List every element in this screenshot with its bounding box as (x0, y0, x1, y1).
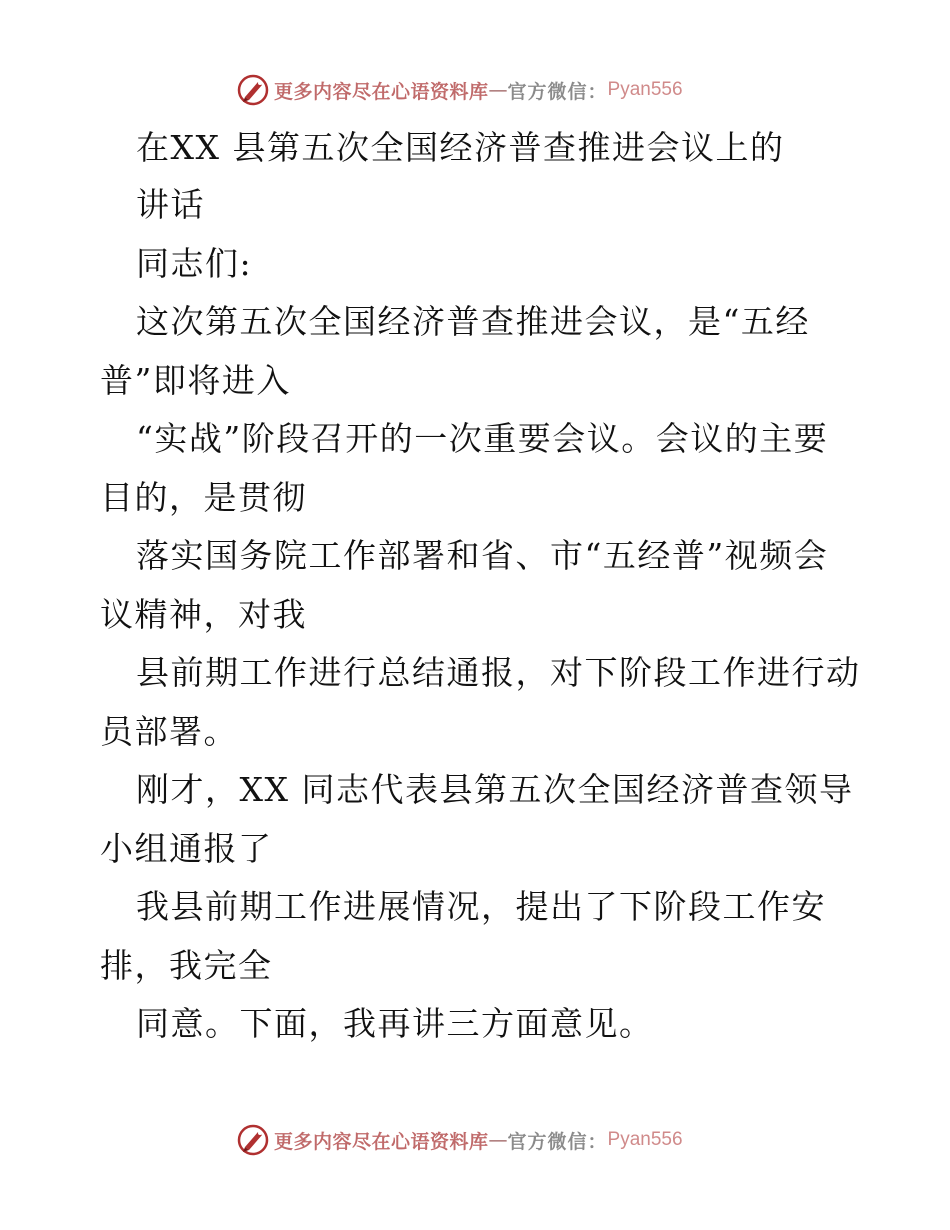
paragraph-line: 我县前期工作进展情况，提出了下阶段工作安 (136, 887, 826, 926)
footer-watermark (236, 1123, 683, 1157)
paragraph-line: 目的，是贯彻 (100, 478, 307, 517)
paragraph-line: 排，我完全 (100, 946, 273, 985)
watermark-text: 更多内容尽在心语资料库 (274, 1130, 489, 1153)
header-watermark (236, 73, 683, 107)
speech-title-line-1: 在XX 县第五次全国经济普查推进会议上的 (136, 128, 785, 167)
watermark-id: Pyan556 (607, 79, 683, 100)
salutation: 同志们: (136, 244, 253, 283)
paragraph-line: 刚才，XX 同志代表县第五次全国经济普查领导 (136, 770, 854, 809)
paragraph-line: 同意。下面，我再讲三方面意见。 (136, 1004, 654, 1043)
paragraph-line: 县前期工作进行总结通报，对下阶段工作进行动 (136, 653, 861, 692)
paragraph-line: 小组通报了 (100, 829, 273, 868)
watermark-label: 官方微信： (507, 80, 608, 103)
watermark-id: Pyan556 (607, 1129, 683, 1150)
paragraph-line: “实战”阶段召开的一次重要会议。会议的主要 (136, 419, 829, 458)
watermark-text: 更多内容尽在心语资料库 (274, 80, 489, 103)
paragraph-line: 落实国务院工作部署和省、市“五经普”视频会 (136, 536, 829, 575)
pen-logo-icon (236, 73, 270, 107)
watermark-dash: — (488, 79, 508, 101)
watermark-label: 官方微信： (507, 1130, 608, 1153)
paragraph-line: 员部署。 (100, 712, 238, 751)
paragraph-line: 议精神，对我 (100, 595, 307, 634)
watermark-dash: — (488, 1129, 508, 1151)
pen-logo-icon (236, 1123, 270, 1157)
paragraph-line: 普”即将进入 (100, 361, 291, 400)
speech-title-line-2: 讲话 (136, 185, 205, 224)
paragraph-line: 这次第五次全国经济普查推进会议，是“五经 (136, 302, 810, 341)
